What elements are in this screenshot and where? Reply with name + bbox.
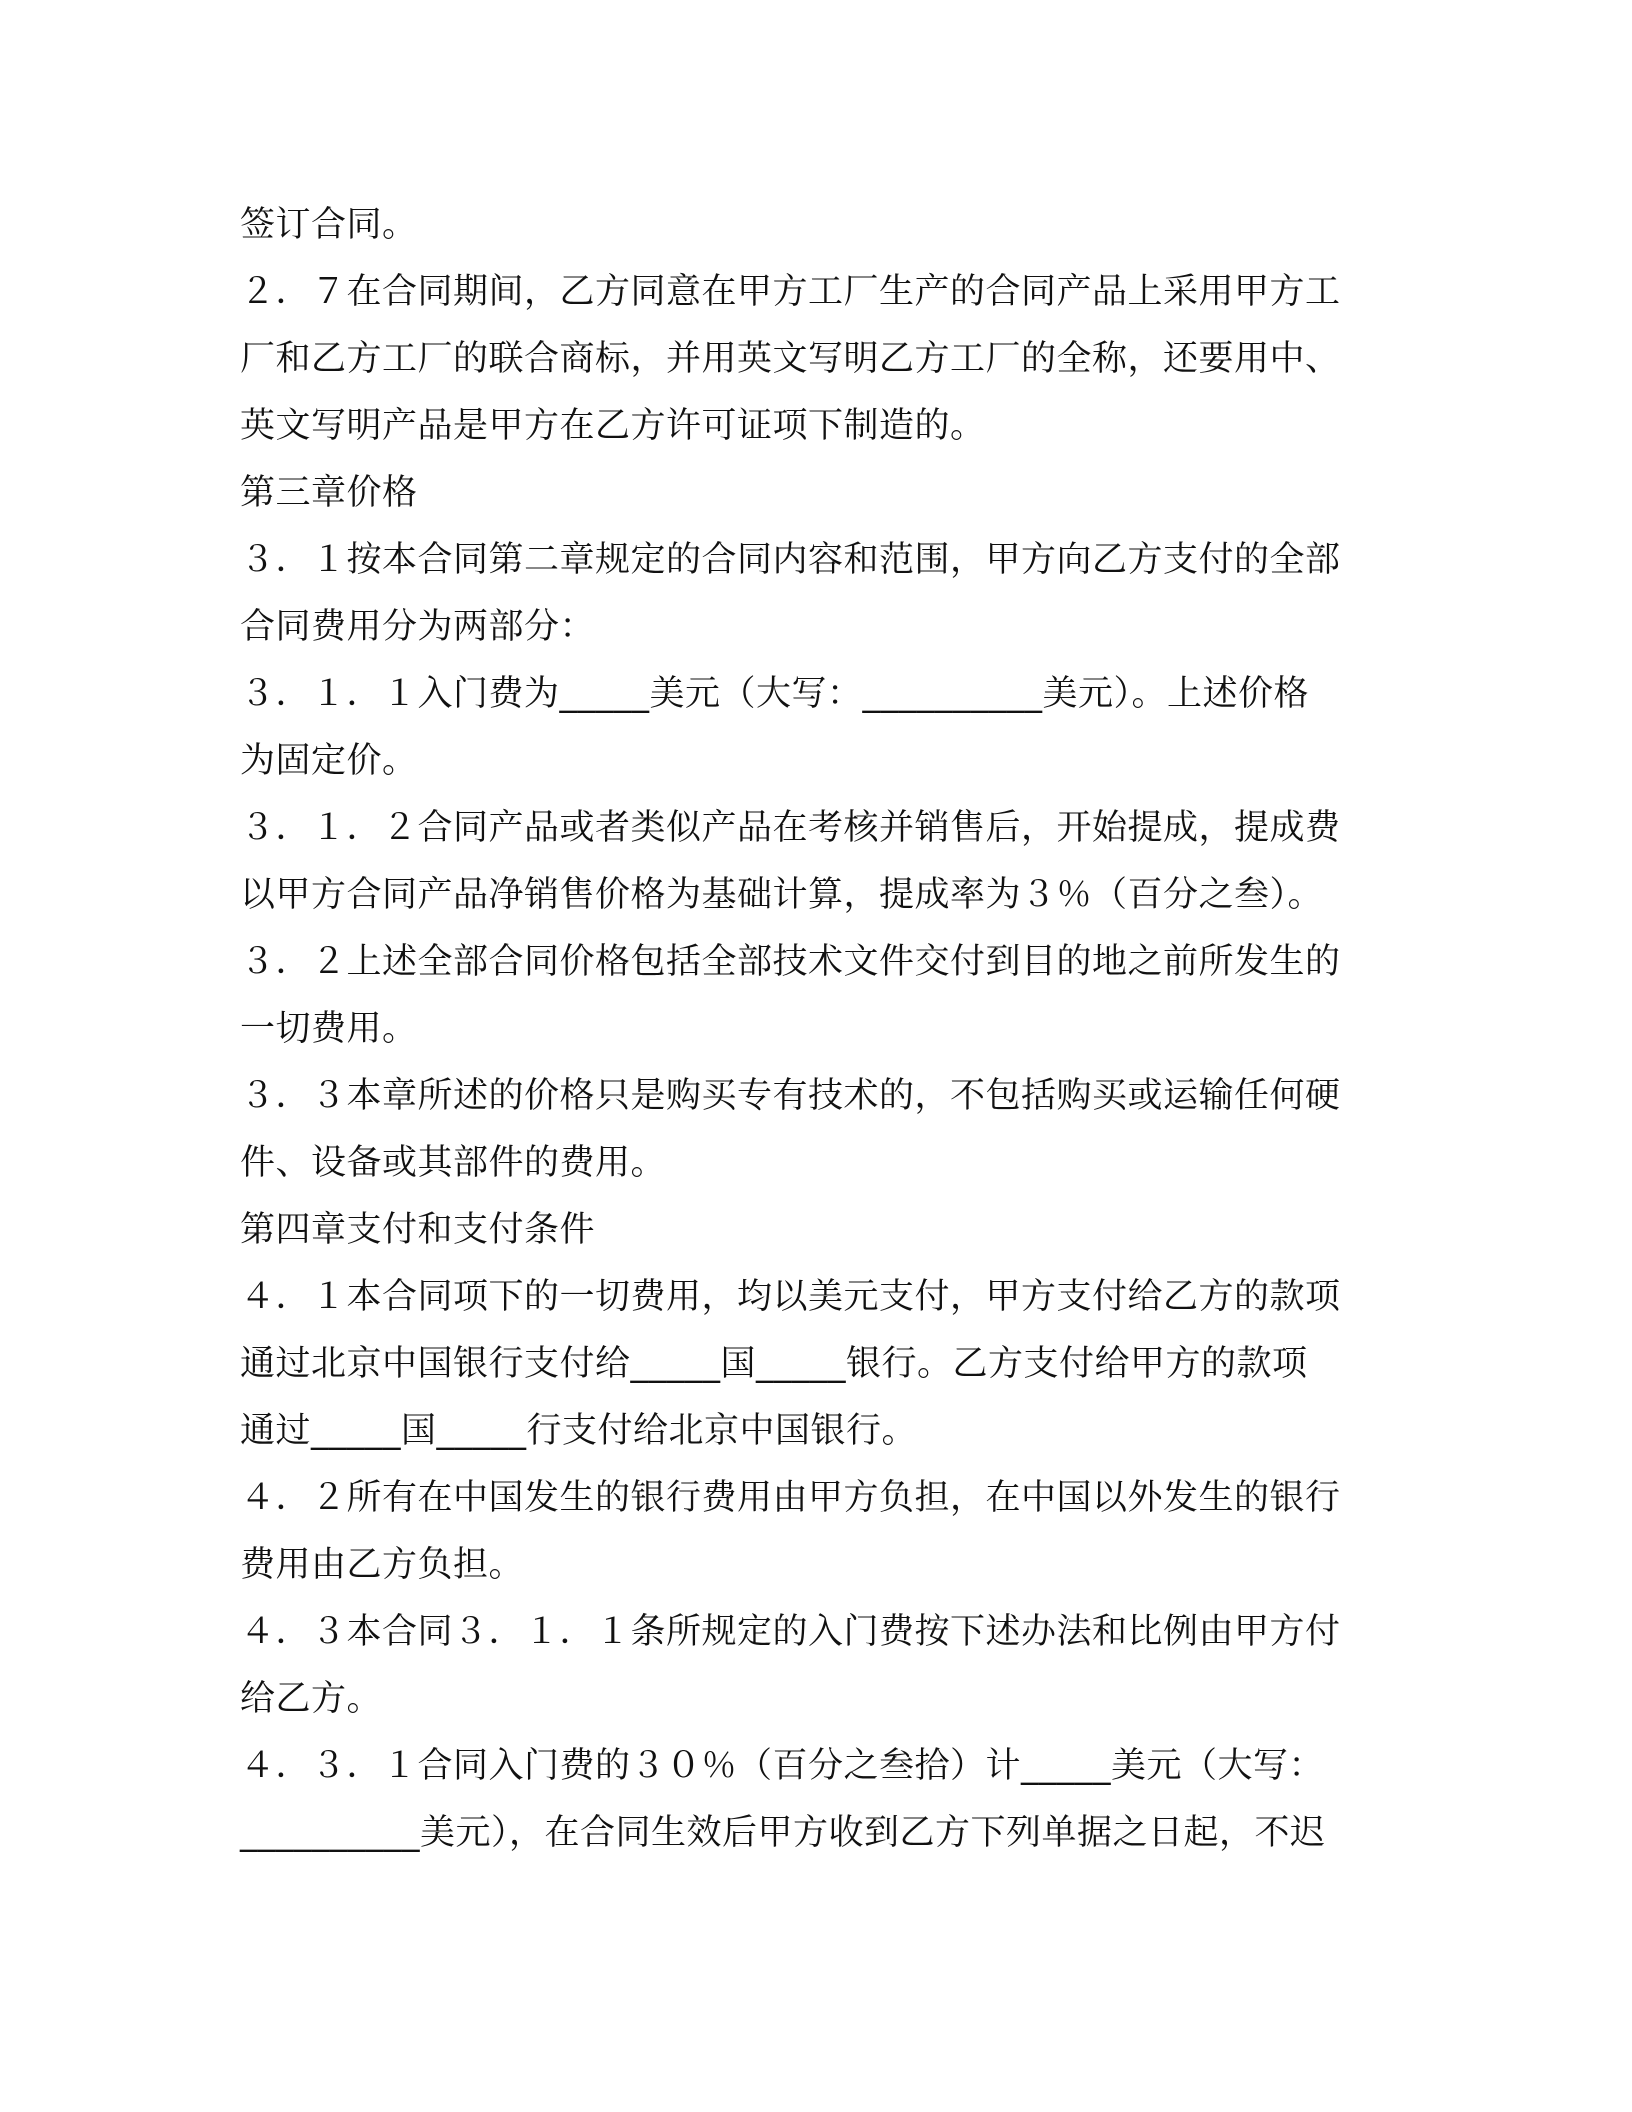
clause-3-1-2-line-1: ３．１．２合同产品或者类似产品在考核并销售后，开始提成，提成费 xyxy=(240,808,1341,848)
clause-4-2-line-2: 费用由乙方负担。 xyxy=(240,1545,525,1585)
clause-2-7-line-3: 英文写明产品是甲方在乙方许可证项下制造的。 xyxy=(240,406,986,446)
clause-3-1-2-line-2: 以甲方合同产品净销售价格为基础计算，提成率为３％（百分之叁）。 xyxy=(240,875,1324,915)
clause-3-2-line-1: ３．２上述全部合同价格包括全部技术文件交付到目的地之前所发生的 xyxy=(240,942,1341,982)
clause-4-3-line-1: ４．３本合同３．１．１条所规定的入门费按下述办法和比例由甲方付 xyxy=(240,1612,1341,1652)
clause-4-3-1-line-1: ４．３．１合同入门费的３０％（百分之叁拾）计_____美元（大写： xyxy=(240,1746,1325,1786)
clause-3-1-1-line-2: 为固定价。 xyxy=(240,741,418,781)
document-body xyxy=(240,192,1392,1867)
text-line: 签订合同。 xyxy=(240,205,418,245)
clause-3-1-line-1: ３．１按本合同第二章规定的合同内容和范围，甲方向乙方支付的全部 xyxy=(240,540,1341,580)
clause-4-1-line-3: 通过_____国_____行支付给北京中国银行。 xyxy=(240,1411,918,1451)
clause-3-3-line-2: 件、设备或其部件的费用。 xyxy=(240,1143,667,1183)
clause-2-7-line-1: ２．７在合同期间，乙方同意在甲方工厂生产的合同产品上采用甲方工 xyxy=(240,272,1341,312)
clause-4-3-1-line-2: __________美元），在合同生效后甲方收到乙方下列单据之日起，不迟 xyxy=(240,1813,1326,1853)
clause-4-1-line-1: ４．１本合同项下的一切费用，均以美元支付，甲方支付给乙方的款项 xyxy=(240,1277,1341,1317)
clause-4-1-line-2: 通过北京中国银行支付给_____国_____银行。乙方支付给甲方的款项 xyxy=(240,1344,1308,1384)
clause-3-1-1-line-1: ３．１．１入门费为_____美元（大写：__________美元）。上述价格 xyxy=(240,674,1310,714)
clause-4-2-line-1: ４．２所有在中国发生的银行费用由甲方负担，在中国以外发生的银行 xyxy=(240,1478,1341,1518)
clause-3-1-line-2: 合同费用分为两部分： xyxy=(240,607,596,647)
clause-2-7-line-2: 厂和乙方工厂的联合商标，并用英文写明乙方工厂的全称，还要用中、 xyxy=(240,339,1341,379)
chapter-4-heading: 第四章支付和支付条件 xyxy=(240,1210,596,1250)
clause-3-2-line-2: 一切费用。 xyxy=(240,1009,418,1049)
chapter-3-heading: 第三章价格 xyxy=(240,473,418,513)
clause-4-3-line-2: 给乙方。 xyxy=(240,1679,383,1719)
clause-3-3-line-1: ３．３本章所述的价格只是购买专有技术的，不包括购买或运输任何硬 xyxy=(240,1076,1341,1116)
